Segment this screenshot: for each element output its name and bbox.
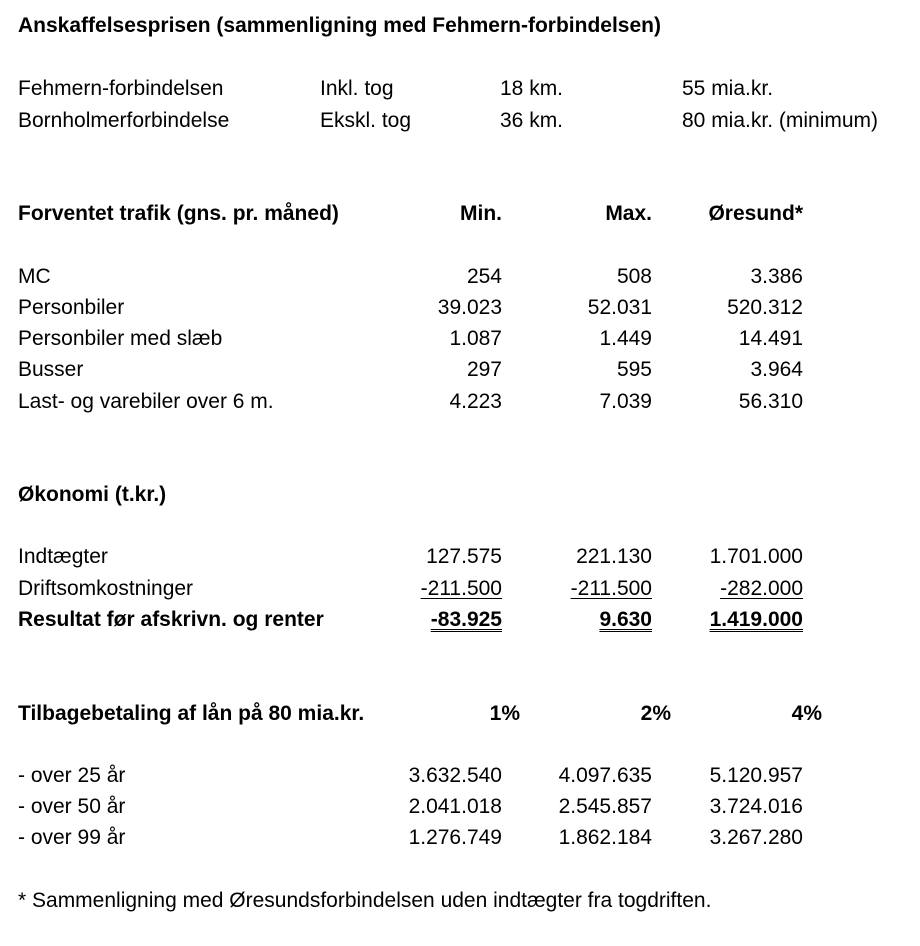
loan-row-v2: 4.097.635 xyxy=(558,764,652,787)
price-row-train: Ekskl. tog xyxy=(320,109,412,132)
traffic-row-oresund: 3.386 xyxy=(750,265,803,288)
economy-row-label: Driftsomkostninger xyxy=(18,577,194,600)
economy-result-max: 9.630 xyxy=(599,608,652,631)
loan-col-3: 4% xyxy=(791,702,822,725)
traffic-row-min: 4.223 xyxy=(449,390,502,413)
loan-col-2: 2% xyxy=(640,702,671,725)
traffic-row-oresund: 56.310 xyxy=(738,390,803,413)
loan-row-v1: 2.041.018 xyxy=(408,795,502,818)
traffic-row-min: 297 xyxy=(466,358,502,381)
loan-row-v3: 3.724.016 xyxy=(709,795,803,818)
loan-row-label: - over 99 år xyxy=(18,826,126,849)
traffic-col-max: Max. xyxy=(605,202,652,225)
traffic-heading: Forventet trafik (gns. pr. måned) xyxy=(18,202,339,225)
traffic-row-oresund: 14.491 xyxy=(738,327,803,350)
traffic-row-oresund: 520.312 xyxy=(727,296,803,319)
price-row-name: Bornholmerforbindelse xyxy=(18,109,230,132)
price-row-length: 18 km. xyxy=(500,77,564,100)
economy-row-max: -211.500 xyxy=(570,577,652,600)
traffic-col-min: Min. xyxy=(460,202,502,225)
traffic-row-oresund: 3.964 xyxy=(750,358,803,381)
traffic-row-max: 7.039 xyxy=(599,390,652,413)
economy-row-max: 221.130 xyxy=(576,545,652,568)
traffic-row-min: 39.023 xyxy=(437,296,502,319)
economy-row-min: -211.500 xyxy=(420,577,502,600)
economy-heading: Økonomi (t.kr.) xyxy=(18,483,167,506)
economy-result-label: Resultat før afskrivn. og renter xyxy=(18,608,324,631)
traffic-row-min: 254 xyxy=(466,265,502,288)
traffic-row-label: Busser xyxy=(18,358,84,381)
price-row-train: Inkl. tog xyxy=(320,77,394,100)
economy-row-oresund: 1.701.000 xyxy=(709,545,803,568)
loan-row-v2: 1.862.184 xyxy=(558,826,652,849)
traffic-row-label: Personbiler med slæb xyxy=(18,327,223,350)
traffic-row-label: Personbiler xyxy=(18,296,125,319)
traffic-row-max: 52.031 xyxy=(587,296,652,319)
traffic-row-label: MC xyxy=(18,265,51,288)
price-row-name: Fehmern-forbindelsen xyxy=(18,77,224,100)
economy-result-min: -83.925 xyxy=(430,608,502,631)
loan-row-v3: 3.267.280 xyxy=(709,826,803,849)
traffic-col-oresund: Øresund* xyxy=(708,202,803,225)
price-row-price: 80 mia.kr. (minimum) xyxy=(682,109,879,132)
traffic-row-max: 595 xyxy=(616,358,652,381)
loan-row-v1: 1.276.749 xyxy=(408,826,502,849)
economy-row-oresund: -282.000 xyxy=(720,577,803,600)
traffic-row-max: 1.449 xyxy=(599,327,652,350)
traffic-row-label: Last- og varebiler over 6 m. xyxy=(18,390,274,413)
economy-row-label: Indtægter xyxy=(18,545,108,568)
traffic-row-min: 1.087 xyxy=(449,327,502,350)
price-row-length: 36 km. xyxy=(500,109,564,132)
footnote: * Sammenligning med Øresundsforbindelsen uden indtægter fra togdriften. xyxy=(18,889,712,912)
economy-row-min: 127.575 xyxy=(426,545,502,568)
loan-row-v1: 3.632.540 xyxy=(408,764,502,787)
traffic-row-max: 508 xyxy=(616,265,652,288)
loan-col-1: 1% xyxy=(489,702,520,725)
page-title: Anskaffelsesprisen (sammenligning med Fehmern-forbindelsen) xyxy=(18,14,661,37)
loan-heading: Tilbagebetaling af lån på 80 mia.kr. xyxy=(18,702,365,725)
loan-row-v2: 2.545.857 xyxy=(558,795,652,818)
price-row-price: 55 mia.kr. xyxy=(682,77,774,100)
economy-result-oresund: 1.419.000 xyxy=(709,608,803,631)
loan-row-label: - over 50 år xyxy=(18,795,126,818)
loan-row-v3: 5.120.957 xyxy=(709,764,803,787)
loan-row-label: - over 25 år xyxy=(18,764,126,787)
